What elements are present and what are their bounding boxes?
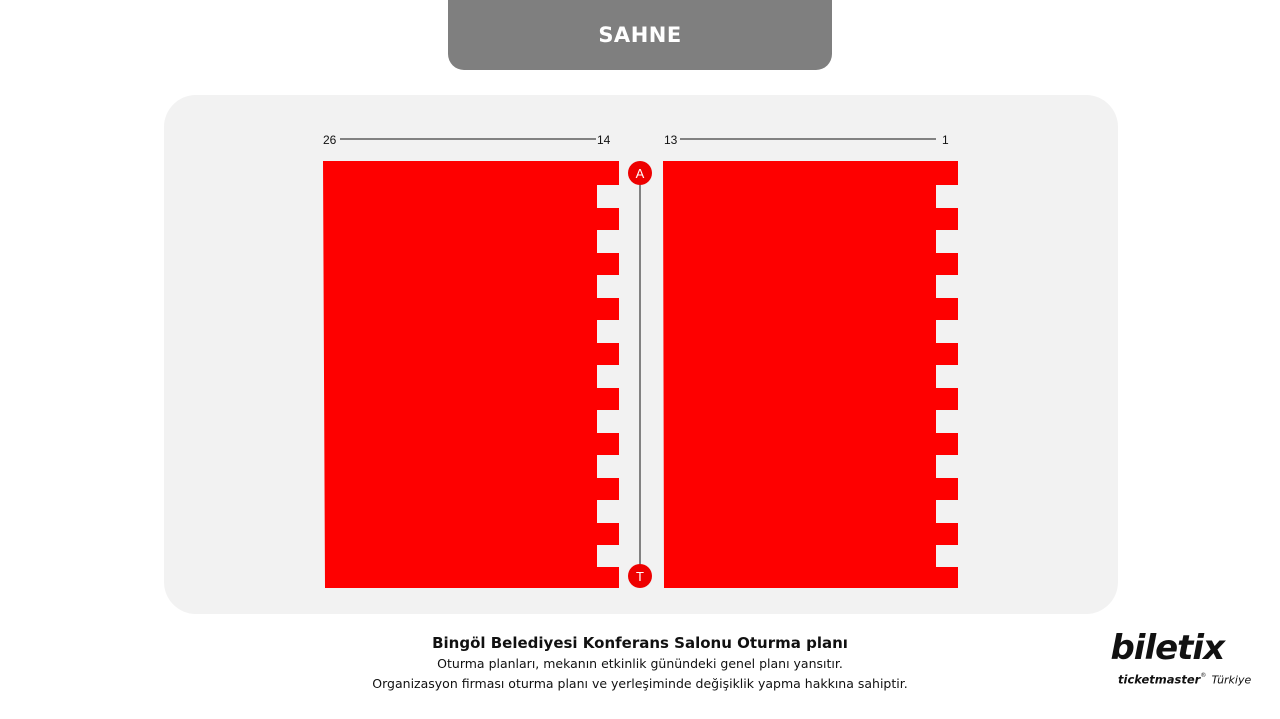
row-marker-first — [628, 161, 652, 185]
row-letter-first: A — [635, 166, 645, 181]
seat-number-13: 13 — [664, 133, 678, 147]
seat-number-1: 1 — [942, 133, 949, 147]
disclaimer-line-2: Organizasyon firması oturma planı ve yerleşiminde değişiklik yapma hakkına sahiptir. — [372, 676, 908, 691]
left-block-seat-guide — [323, 133, 611, 147]
logo-brand: biletix — [1110, 628, 1224, 668]
row-letter-last: T — [636, 569, 644, 584]
venue-title: Bingöl Belediyesi Konferans Salonu Oturma planı — [432, 634, 848, 652]
seat-number-14: 14 — [597, 133, 611, 147]
seat-number-26: 26 — [323, 133, 337, 147]
right-block-seat-guide — [664, 133, 949, 147]
footer-info — [290, 632, 990, 694]
biletix-logo — [1112, 628, 1252, 688]
row-marker-last — [628, 564, 652, 588]
right-seat-block[interactable] — [663, 161, 958, 588]
logo-subline: ticketmaster® Türkiye — [1118, 672, 1252, 687]
logo-region: Türkiye — [1211, 673, 1252, 687]
logo-ticketmaster: ticketmaster — [1118, 672, 1201, 687]
left-seat-block[interactable] — [323, 161, 619, 588]
disclaimer-line-1: Oturma planları, mekanın etkinlik günündeki genel planı yansıtır. — [437, 656, 843, 671]
stage-label: SAHNE — [598, 23, 682, 47]
